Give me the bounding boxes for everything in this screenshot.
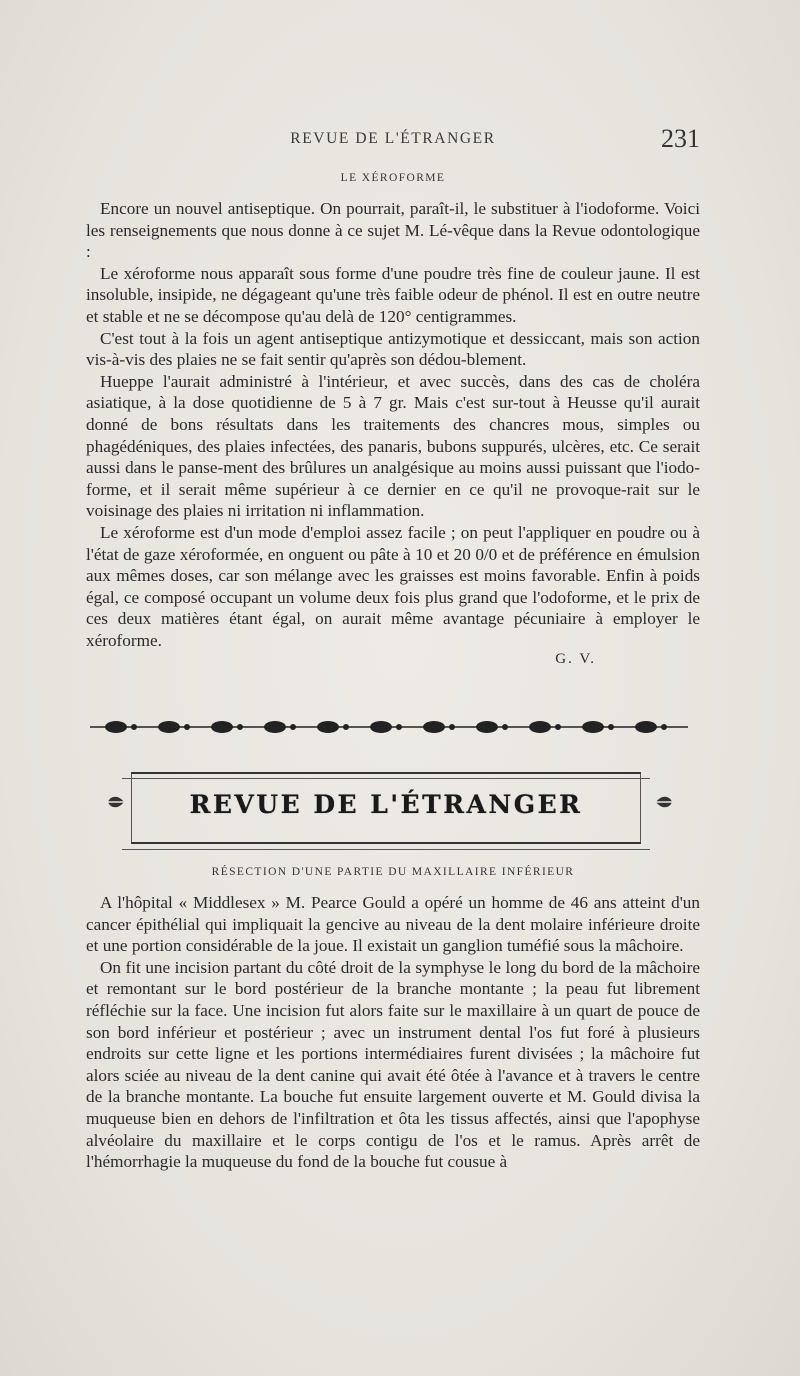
- ornament-dot: [502, 724, 508, 730]
- running-head-title: REVUE DE L'ÉTRANGER: [290, 130, 496, 147]
- section-banner-title: REVUE DE L'ÉTRANGER: [189, 790, 583, 819]
- ornament-unit: [582, 721, 604, 733]
- paragraph: Encore un nouvel antiseptique. On pourrait, paraît-il, le substituer à l'iodoforme. Voici les renseignements que nous donne à ce sujet M. Lé-vêque dans la Revue odontologique :: [86, 199, 700, 262]
- ornament-dot: [396, 724, 402, 730]
- ornament-unit: [317, 721, 339, 733]
- fleuron-left-icon: [104, 790, 126, 814]
- ornament-unit: [529, 721, 551, 733]
- ornament-dot: [661, 724, 667, 730]
- ornament-dot: [608, 724, 614, 730]
- ornament-dot: [237, 724, 243, 730]
- paragraph: On fit une incision partant du côté droit de la symphyse le long du bord de la mâchoire et remontant sur le bord postérieur de la branche montante ; la peau fut librement réfléchie sur la face. Une incision fut alors faite sur le maxillaire à un quart de pouce de son bord inférieur et postérieur ; avec un instrument dental l'os fut foré à plusieurs endroits sur cette ligne et les portions intermédiaires furent divisées ; la mâchoire fut alors sciée au niveau de la dent canine qui avait été ôtée à l'avance et à travers le centre de la branche montante. La bouche fut ensuite largement ouverte et M. Gould divisa la muqueuse bien en dehors de l'infiltration et ôta les tissus affectés, ainsi que l'apophyse alvéolaire du maxillaire et le corps contigu de l'os et le ramus. Après arrêt de l'hémorrhagie la muqueuse du fond de la bouche fut cousue à: [86, 957, 700, 1172]
- paragraph: C'est tout à la fois un agent antiseptique antizymotique et dessiccant, mais son action vis-à-vis des plaies ne se fait sentir qu'après son dédou-blement.: [86, 328, 700, 370]
- ornament-unit: [158, 721, 180, 733]
- article-xeroforme: [86, 172, 700, 668]
- fleuron-right-icon: [654, 790, 676, 814]
- ornament-unit: [370, 721, 392, 733]
- ornament-dot: [343, 724, 349, 730]
- paragraph: A l'hôpital « Middlesex » M. Pearce Gould a opéré un homme de 46 ans atteint d'un cancer épithélial qui impliquait la gencive au niveau de la dent molaire inférieure droite et une portion considérable de la joue. Il existait un ganglion tuméfié sous la mâchoire.: [86, 893, 700, 956]
- running-head: [86, 124, 700, 154]
- ornament-dot: [131, 724, 137, 730]
- paragraph: Hueppe l'aurait administré à l'intérieur, et avec succès, dans des cas de choléra asiatique, à la dose quotidienne de 5 à 7 gr. Mais c'est sur-tout à Heusse qu'il aurait donné de bons résultats dans les traitements des chancres mous, simples ou phagédéniques, des plaies infectées, des panaris, bubons suppurés, ulcères, etc. Ce serait aussi dans le panse-ment des brûlures un analgésique au moins aussi puissant que l'iodo-forme, et il serait même supérieur à ce dernier en ce qu'il ne provoque-rait sur le voisinage des plaies ni irritation ni inflammation.: [86, 371, 700, 521]
- author-signature: G. V.: [555, 651, 596, 668]
- ornament-unit: [476, 721, 498, 733]
- ornament-dot: [290, 724, 296, 730]
- ornament-dot: [449, 724, 455, 730]
- ornament-unit: [264, 721, 286, 733]
- paragraph: Le xéroforme nous apparaît sous forme d'une poudre très fine de couleur jaune. Il est insoluble, insipide, ne dégageant qu'une très faible odeur de phénol. Il est en outre neutre et stable et ne se décompose qu'au delà de 120° centigrammes.: [86, 263, 700, 326]
- ornamental-divider: [88, 712, 700, 742]
- section-banner-frame: [131, 772, 641, 844]
- paragraph: Le xéroforme est d'un mode d'emploi assez facile ; on peut l'appliquer en poudre ou à l'état de gaze xéroformée, en onguent ou pâte à 10 et 20 0/0 et de préférence en émulsion aux mêmes doses, car son mélange avec les graisses est moins favorable. Enfin à poids égal, ce composé occupant un volume deux fois plus grand que l'odoforme, et le prix de ces deux matières étant égal, on aurait même avantage pécuniaire à employer le xéroforme.: [86, 522, 700, 650]
- article-heading: LE XÉROFORME: [340, 172, 446, 184]
- article-resection: [86, 866, 700, 1173]
- page-number: 231: [661, 124, 700, 153]
- ornament-unit: [635, 721, 657, 733]
- ornament-dot: [184, 724, 190, 730]
- ornament-unit: [211, 721, 233, 733]
- ornament-unit: [423, 721, 445, 733]
- ornament-dot: [555, 724, 561, 730]
- ornament-unit: [105, 721, 127, 733]
- article-heading: RÉSECTION D'UNE PARTIE DU MAXILLAIRE INFÉRIEUR: [211, 866, 575, 878]
